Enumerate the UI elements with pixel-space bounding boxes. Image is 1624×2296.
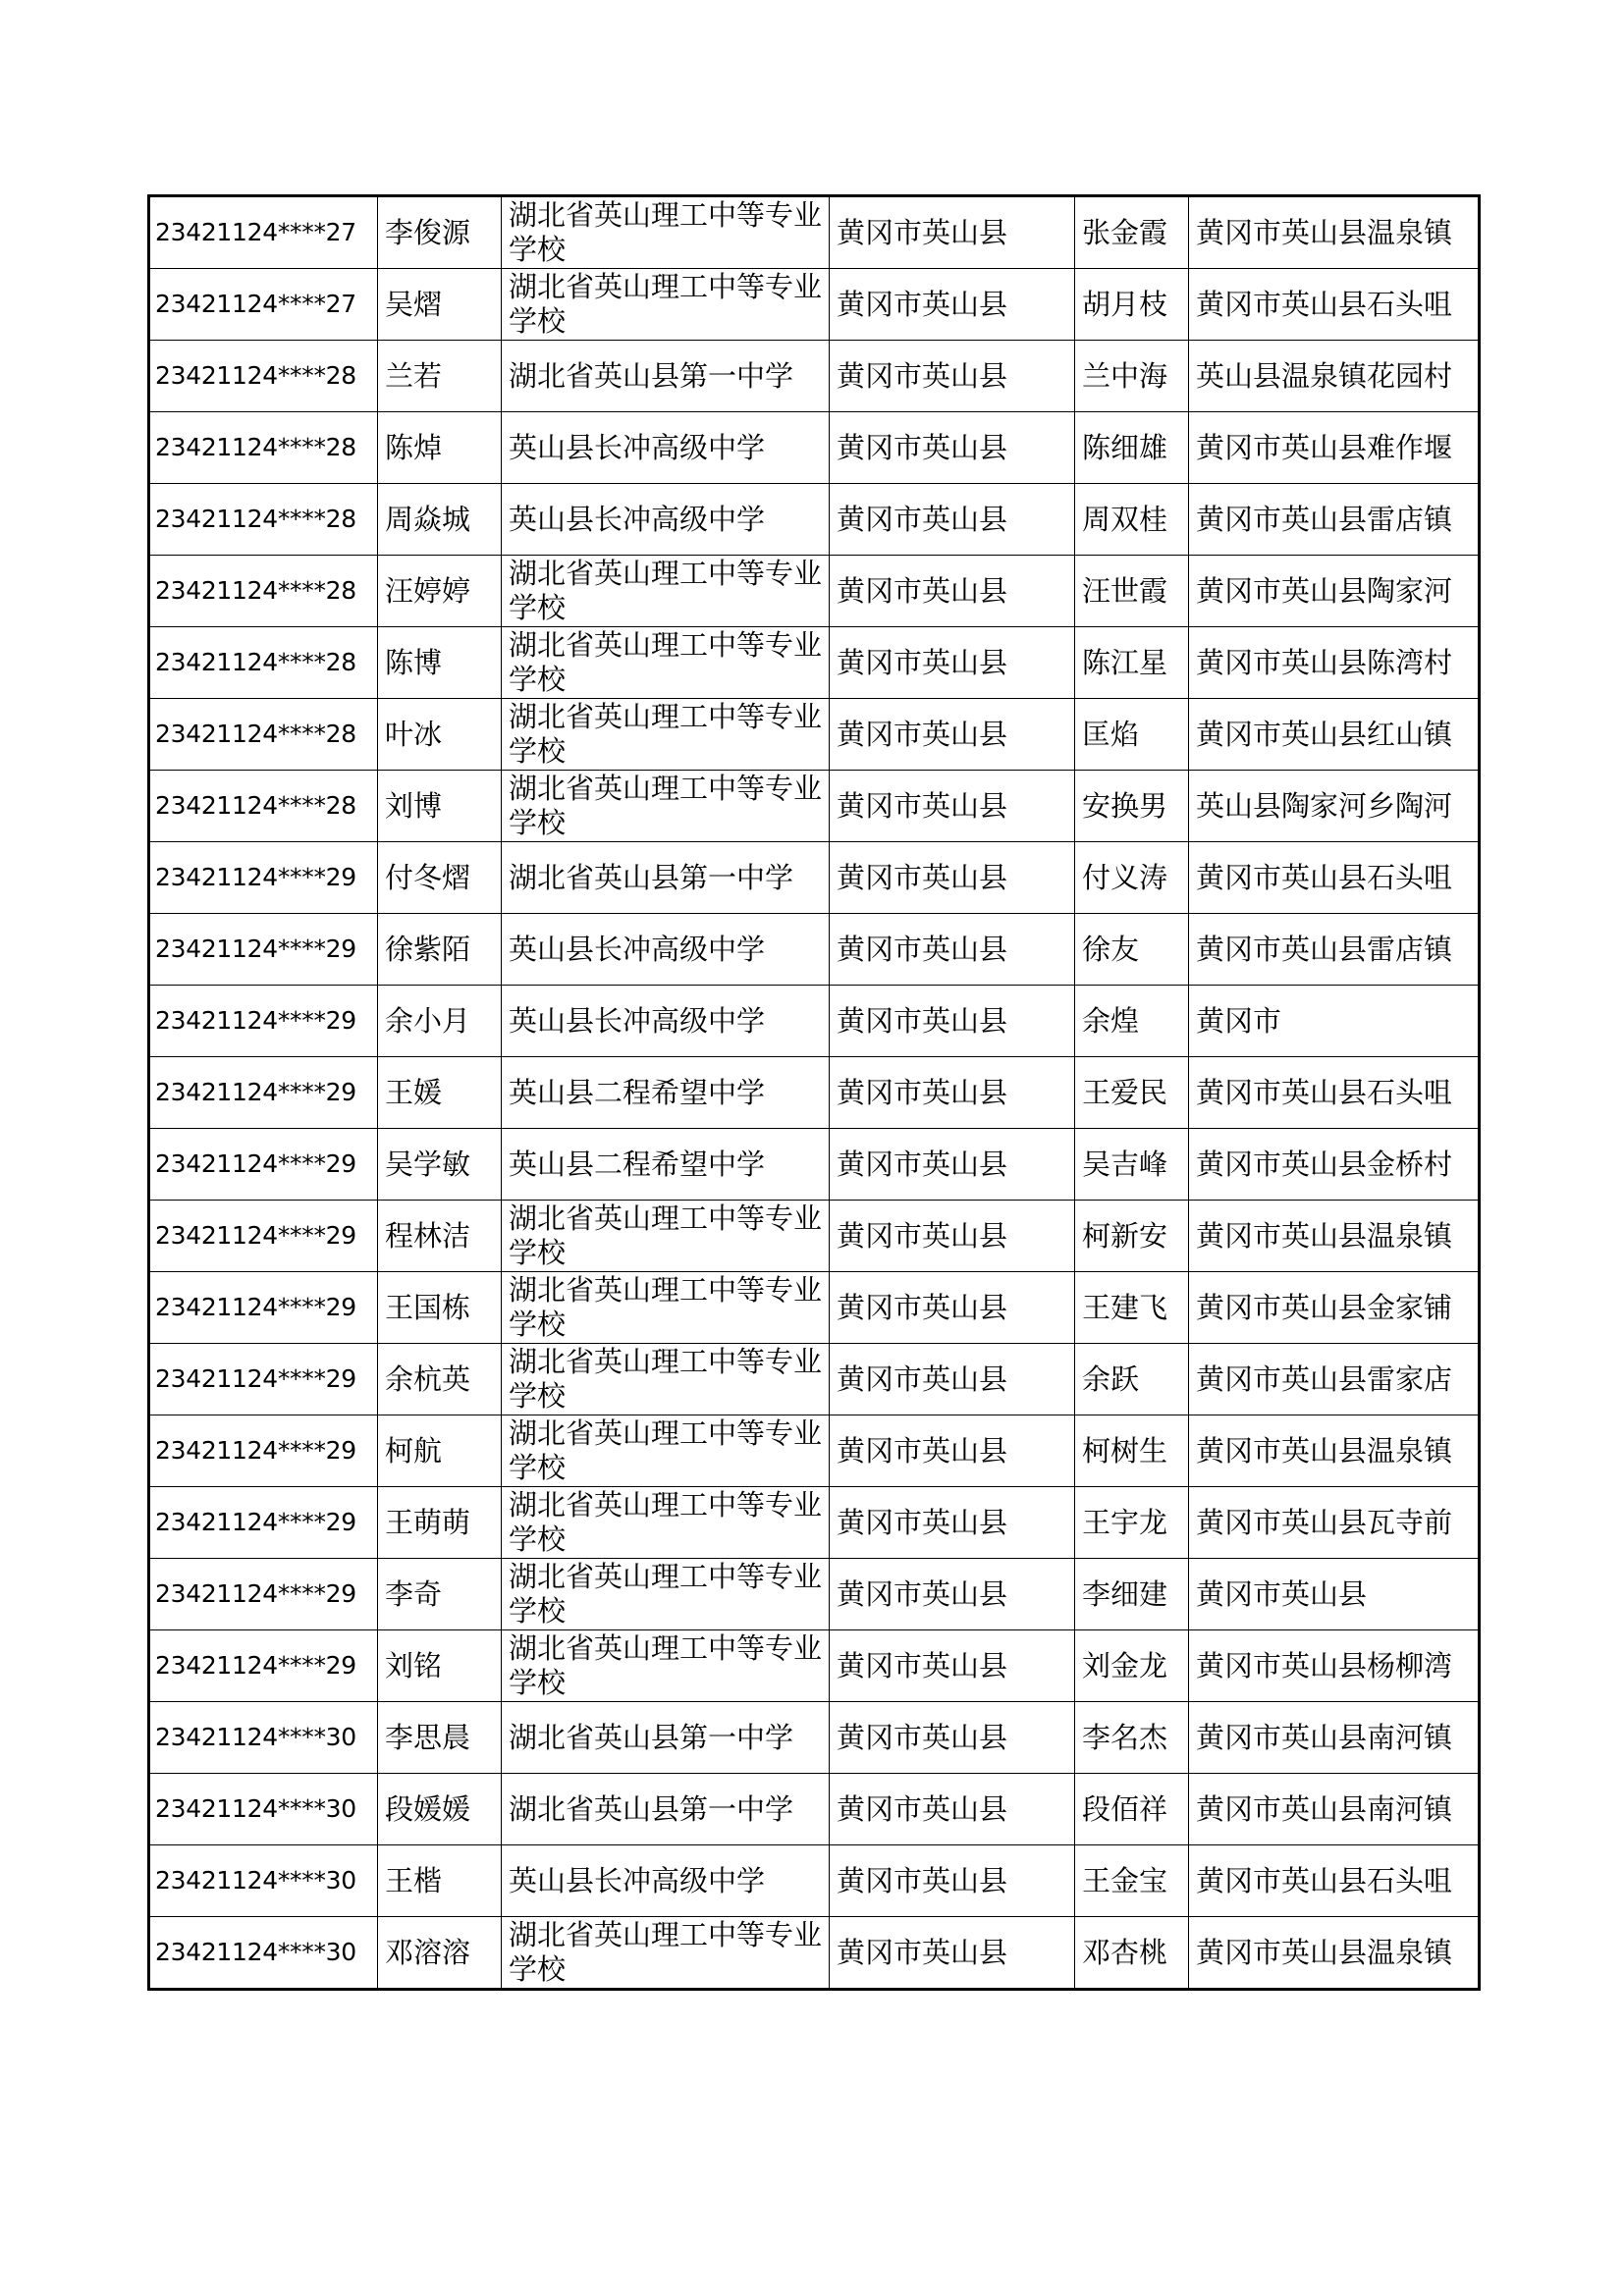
school-cell: 湖北省英山县第一中学 <box>502 842 830 914</box>
table-row <box>149 914 1480 986</box>
name-cell: 李思晨 <box>378 1702 502 1774</box>
table-row <box>149 1415 1480 1487</box>
table-row <box>149 986 1480 1057</box>
school-cell: 湖北省英山县第一中学 <box>502 1774 830 1845</box>
school-cell: 湖北省英山理工中等专业学校 <box>502 1917 830 1990</box>
id-cell: 23421124****29 <box>149 1272 378 1344</box>
region-cell: 黄冈市英山县 <box>830 556 1075 627</box>
address-cell: 黄冈市英山县金桥村 <box>1189 1129 1480 1201</box>
table-row <box>149 484 1480 556</box>
id-cell: 23421124****28 <box>149 341 378 412</box>
name-cell: 陈博 <box>378 627 502 699</box>
school-cell: 湖北省英山理工中等专业学校 <box>502 699 830 771</box>
region-cell: 黄冈市英山县 <box>830 699 1075 771</box>
region-cell: 黄冈市英山县 <box>830 842 1075 914</box>
region-cell: 黄冈市英山县 <box>830 1845 1075 1917</box>
name-cell: 余杭英 <box>378 1344 502 1415</box>
school-cell: 湖北省英山理工中等专业学校 <box>502 1487 830 1559</box>
address-cell: 黄冈市英山县雷店镇 <box>1189 914 1480 986</box>
address-cell: 黄冈市英山县温泉镇 <box>1189 1415 1480 1487</box>
guardian-cell: 吴吉峰 <box>1075 1129 1189 1201</box>
address-cell: 黄冈市 <box>1189 986 1480 1057</box>
guardian-cell: 王爱民 <box>1075 1057 1189 1129</box>
id-cell: 23421124****29 <box>149 1344 378 1415</box>
id-cell: 23421124****29 <box>149 1559 378 1630</box>
guardian-cell: 柯树生 <box>1075 1415 1189 1487</box>
region-cell: 黄冈市英山县 <box>830 412 1075 484</box>
table-row <box>149 1487 1480 1559</box>
region-cell: 黄冈市英山县 <box>830 1272 1075 1344</box>
region-cell: 黄冈市英山县 <box>830 1702 1075 1774</box>
region-cell: 黄冈市英山县 <box>830 341 1075 412</box>
school-cell: 英山县二程希望中学 <box>502 1129 830 1201</box>
school-cell: 英山县长冲高级中学 <box>502 1845 830 1917</box>
id-cell: 23421124****28 <box>149 412 378 484</box>
table-row <box>149 1129 1480 1201</box>
school-cell: 英山县长冲高级中学 <box>502 986 830 1057</box>
region-cell: 黄冈市英山县 <box>830 627 1075 699</box>
id-cell: 23421124****30 <box>149 1917 378 1990</box>
id-cell: 23421124****29 <box>149 914 378 986</box>
name-cell: 吴学敏 <box>378 1129 502 1201</box>
name-cell: 柯航 <box>378 1415 502 1487</box>
id-cell: 23421124****29 <box>149 1630 378 1702</box>
region-cell: 黄冈市英山县 <box>830 986 1075 1057</box>
table-row <box>149 412 1480 484</box>
address-cell: 黄冈市英山县金家铺 <box>1189 1272 1480 1344</box>
table-row <box>149 1774 1480 1845</box>
school-cell: 湖北省英山理工中等专业学校 <box>502 1272 830 1344</box>
address-cell: 黄冈市英山县南河镇 <box>1189 1774 1480 1845</box>
region-cell: 黄冈市英山县 <box>830 484 1075 556</box>
id-cell: 23421124****28 <box>149 484 378 556</box>
table-row <box>149 341 1480 412</box>
school-cell: 英山县长冲高级中学 <box>502 914 830 986</box>
guardian-cell: 王建飞 <box>1075 1272 1189 1344</box>
name-cell: 王楷 <box>378 1845 502 1917</box>
school-cell: 英山县长冲高级中学 <box>502 412 830 484</box>
name-cell: 徐紫陌 <box>378 914 502 986</box>
guardian-cell: 邓杏桃 <box>1075 1917 1189 1990</box>
name-cell: 刘铭 <box>378 1630 502 1702</box>
guardian-cell: 柯新安 <box>1075 1201 1189 1272</box>
address-cell: 黄冈市英山县温泉镇 <box>1189 1917 1480 1990</box>
region-cell: 黄冈市英山县 <box>830 1057 1075 1129</box>
name-cell: 王国栋 <box>378 1272 502 1344</box>
school-cell: 英山县长冲高级中学 <box>502 484 830 556</box>
region-cell: 黄冈市英山县 <box>830 1129 1075 1201</box>
guardian-cell: 王金宝 <box>1075 1845 1189 1917</box>
region-cell: 黄冈市英山县 <box>830 1630 1075 1702</box>
address-cell: 黄冈市英山县难作堰 <box>1189 412 1480 484</box>
address-cell: 黄冈市英山县石头咀 <box>1189 1057 1480 1129</box>
address-cell: 黄冈市英山县石头咀 <box>1189 842 1480 914</box>
school-cell: 湖北省英山理工中等专业学校 <box>502 556 830 627</box>
address-cell: 黄冈市英山县杨柳湾 <box>1189 1630 1480 1702</box>
name-cell: 汪婷婷 <box>378 556 502 627</box>
guardian-cell: 周双桂 <box>1075 484 1189 556</box>
guardian-cell: 胡月枝 <box>1075 269 1189 341</box>
id-cell: 23421124****30 <box>149 1702 378 1774</box>
table-row <box>149 1845 1480 1917</box>
school-cell: 湖北省英山县第一中学 <box>502 1702 830 1774</box>
guardian-cell: 李名杰 <box>1075 1702 1189 1774</box>
address-cell: 黄冈市英山县陶家河 <box>1189 556 1480 627</box>
table-row <box>149 1344 1480 1415</box>
table-row <box>149 771 1480 842</box>
table-body <box>149 196 1480 1990</box>
name-cell: 付冬熠 <box>378 842 502 914</box>
school-cell: 湖北省英山理工中等专业学校 <box>502 771 830 842</box>
guardian-cell: 余跃 <box>1075 1344 1189 1415</box>
guardian-cell: 段佰祥 <box>1075 1774 1189 1845</box>
id-cell: 23421124****29 <box>149 842 378 914</box>
table-row <box>149 699 1480 771</box>
guardian-cell: 兰中海 <box>1075 341 1189 412</box>
region-cell: 黄冈市英山县 <box>830 196 1075 269</box>
address-cell: 黄冈市英山县石头咀 <box>1189 1845 1480 1917</box>
id-cell: 23421124****29 <box>149 1201 378 1272</box>
id-cell: 23421124****29 <box>149 1415 378 1487</box>
address-cell: 黄冈市英山县温泉镇 <box>1189 1201 1480 1272</box>
address-cell: 黄冈市英山县南河镇 <box>1189 1702 1480 1774</box>
address-cell: 黄冈市英山县温泉镇 <box>1189 196 1480 269</box>
address-cell: 黄冈市英山县 <box>1189 1559 1480 1630</box>
name-cell: 陈焯 <box>378 412 502 484</box>
id-cell: 23421124****29 <box>149 1057 378 1129</box>
address-cell: 英山县温泉镇花园村 <box>1189 341 1480 412</box>
table-row <box>149 1702 1480 1774</box>
guardian-cell: 陈细雄 <box>1075 412 1189 484</box>
school-cell: 湖北省英山理工中等专业学校 <box>502 196 830 269</box>
school-cell: 湖北省英山理工中等专业学校 <box>502 627 830 699</box>
name-cell: 周焱城 <box>378 484 502 556</box>
address-cell: 黄冈市英山县石头咀 <box>1189 269 1480 341</box>
name-cell: 邓溶溶 <box>378 1917 502 1990</box>
guardian-cell: 徐友 <box>1075 914 1189 986</box>
name-cell: 程林洁 <box>378 1201 502 1272</box>
region-cell: 黄冈市英山县 <box>830 1201 1075 1272</box>
table-row <box>149 1917 1480 1990</box>
table-row <box>149 1201 1480 1272</box>
name-cell: 兰若 <box>378 341 502 412</box>
guardian-cell: 安换男 <box>1075 771 1189 842</box>
region-cell: 黄冈市英山县 <box>830 269 1075 341</box>
school-cell: 湖北省英山理工中等专业学校 <box>502 1415 830 1487</box>
name-cell: 吴熠 <box>378 269 502 341</box>
region-cell: 黄冈市英山县 <box>830 914 1075 986</box>
guardian-cell: 余煌 <box>1075 986 1189 1057</box>
table-row <box>149 556 1480 627</box>
name-cell: 王媛 <box>378 1057 502 1129</box>
school-cell: 湖北省英山理工中等专业学校 <box>502 269 830 341</box>
school-cell: 湖北省英山理工中等专业学校 <box>502 1344 830 1415</box>
region-cell: 黄冈市英山县 <box>830 1344 1075 1415</box>
name-cell: 余小月 <box>378 986 502 1057</box>
region-cell: 黄冈市英山县 <box>830 1917 1075 1990</box>
region-cell: 黄冈市英山县 <box>830 1415 1075 1487</box>
id-cell: 23421124****28 <box>149 556 378 627</box>
guardian-cell: 汪世霞 <box>1075 556 1189 627</box>
region-cell: 黄冈市英山县 <box>830 1774 1075 1845</box>
table-row <box>149 196 1480 269</box>
region-cell: 黄冈市英山县 <box>830 1559 1075 1630</box>
region-cell: 黄冈市英山县 <box>830 771 1075 842</box>
school-cell: 湖北省英山县第一中学 <box>502 341 830 412</box>
student-table <box>147 194 1481 1991</box>
guardian-cell: 匡焰 <box>1075 699 1189 771</box>
school-cell: 湖北省英山理工中等专业学校 <box>502 1201 830 1272</box>
name-cell: 刘博 <box>378 771 502 842</box>
table-row <box>149 842 1480 914</box>
school-cell: 湖北省英山理工中等专业学校 <box>502 1559 830 1630</box>
guardian-cell: 陈江星 <box>1075 627 1189 699</box>
id-cell: 23421124****27 <box>149 196 378 269</box>
table-row <box>149 1057 1480 1129</box>
guardian-cell: 张金霞 <box>1075 196 1189 269</box>
id-cell: 23421124****28 <box>149 699 378 771</box>
address-cell: 黄冈市英山县雷店镇 <box>1189 484 1480 556</box>
id-cell: 23421124****30 <box>149 1845 378 1917</box>
table-row <box>149 1559 1480 1630</box>
name-cell: 叶冰 <box>378 699 502 771</box>
id-cell: 23421124****28 <box>149 627 378 699</box>
id-cell: 23421124****29 <box>149 1487 378 1559</box>
guardian-cell: 刘金龙 <box>1075 1630 1189 1702</box>
address-cell: 黄冈市英山县陈湾村 <box>1189 627 1480 699</box>
guardian-cell: 付义涛 <box>1075 842 1189 914</box>
id-cell: 23421124****27 <box>149 269 378 341</box>
name-cell: 李俊源 <box>378 196 502 269</box>
table-row <box>149 1272 1480 1344</box>
table-row <box>149 627 1480 699</box>
region-cell: 黄冈市英山县 <box>830 1487 1075 1559</box>
table-row <box>149 269 1480 341</box>
address-cell: 黄冈市英山县瓦寺前 <box>1189 1487 1480 1559</box>
table-row <box>149 1630 1480 1702</box>
id-cell: 23421124****28 <box>149 771 378 842</box>
id-cell: 23421124****29 <box>149 1129 378 1201</box>
name-cell: 王萌萌 <box>378 1487 502 1559</box>
id-cell: 23421124****30 <box>149 1774 378 1845</box>
school-cell: 英山县二程希望中学 <box>502 1057 830 1129</box>
guardian-cell: 李细建 <box>1075 1559 1189 1630</box>
name-cell: 段媛媛 <box>378 1774 502 1845</box>
address-cell: 黄冈市英山县红山镇 <box>1189 699 1480 771</box>
name-cell: 李奇 <box>378 1559 502 1630</box>
guardian-cell: 王宇龙 <box>1075 1487 1189 1559</box>
school-cell: 湖北省英山理工中等专业学校 <box>502 1630 830 1702</box>
address-cell: 黄冈市英山县雷家店 <box>1189 1344 1480 1415</box>
id-cell: 23421124****29 <box>149 986 378 1057</box>
address-cell: 英山县陶家河乡陶河 <box>1189 771 1480 842</box>
